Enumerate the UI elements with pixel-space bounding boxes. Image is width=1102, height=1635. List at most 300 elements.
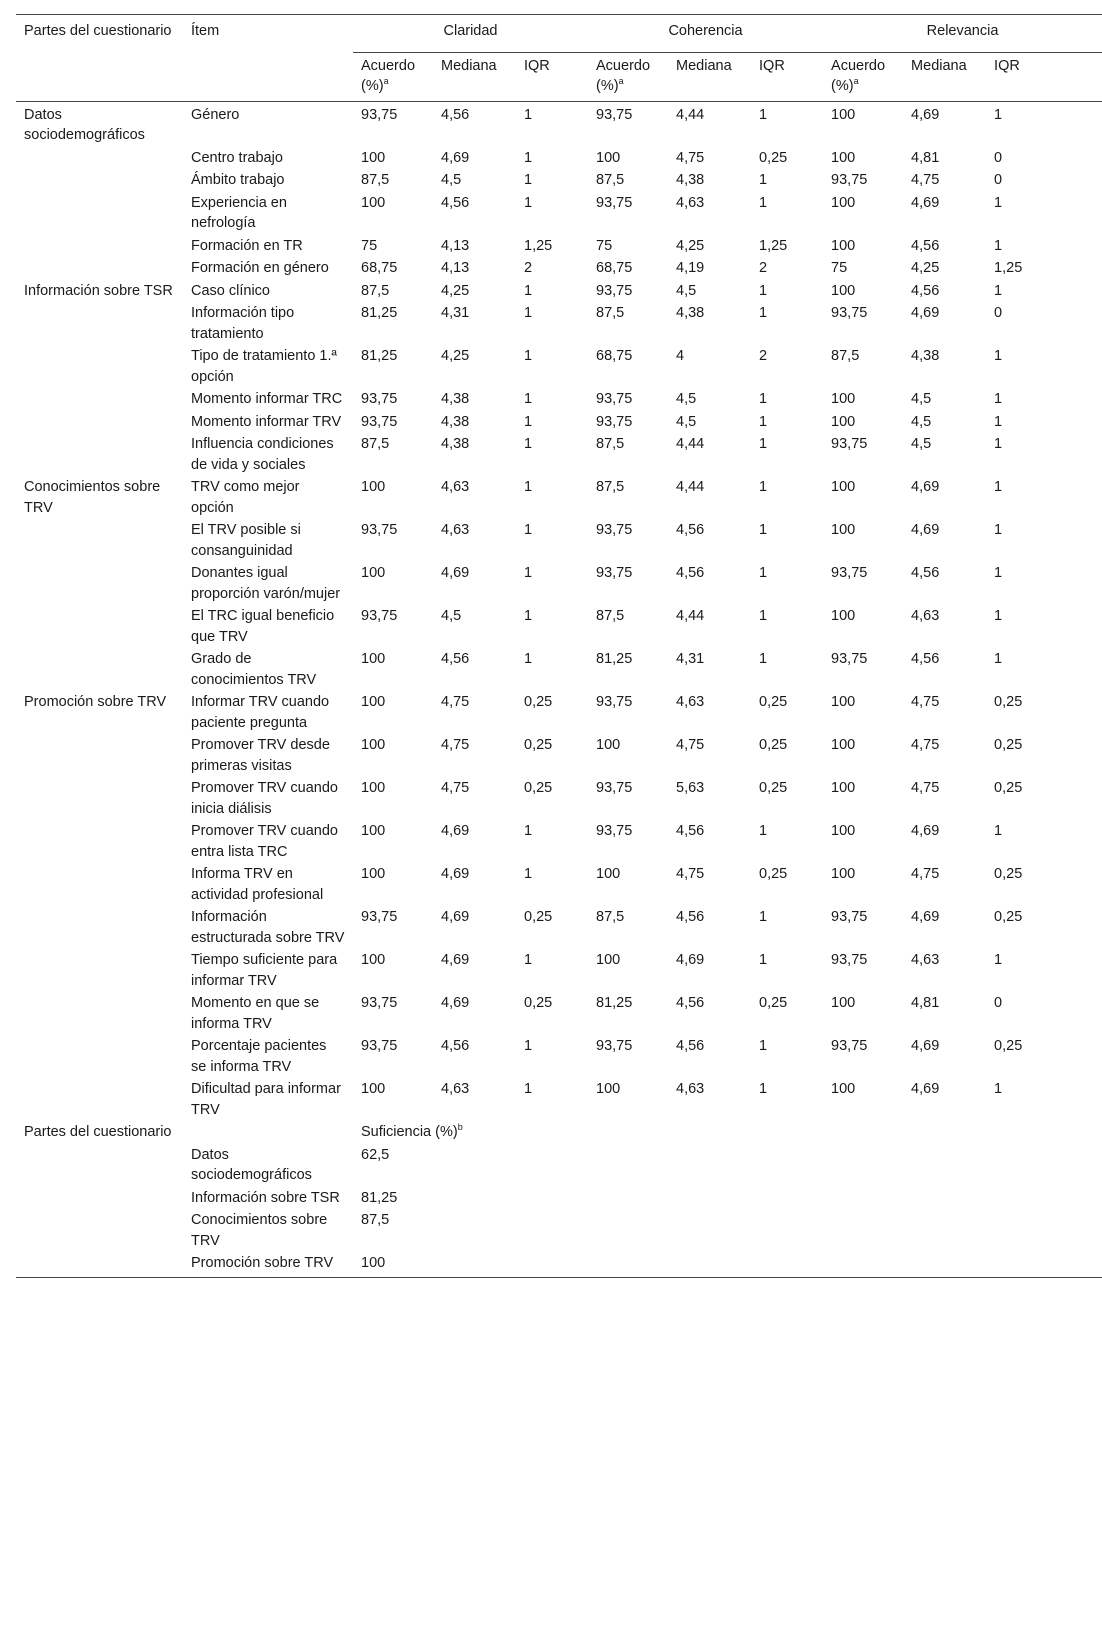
- value-cell: 0,25: [994, 1038, 1023, 1054]
- value-cell: 1: [759, 479, 768, 495]
- table-row: [16, 1078, 1102, 1121]
- value-cell: 4,75: [676, 737, 705, 753]
- sufficiency-header-row: [16, 1121, 1102, 1144]
- value-cell: 0,25: [524, 737, 553, 753]
- value-cell: 4,63: [911, 608, 940, 624]
- section-name: Información sobre TSR: [24, 282, 173, 299]
- value-cell: 2: [524, 260, 533, 276]
- value-cell: 4,75: [911, 737, 940, 753]
- validation-table-container: [16, 14, 1102, 1278]
- value-cell: 1: [994, 522, 1003, 538]
- value-cell: 1: [994, 479, 1003, 495]
- value-cell: 1: [524, 172, 533, 188]
- table-row: [16, 147, 1102, 170]
- value-cell: 1: [759, 823, 768, 839]
- header-mediana: Mediana: [433, 52, 516, 101]
- value-cell: 93,75: [596, 823, 633, 839]
- value-cell: 93,75: [361, 995, 398, 1011]
- table-row: [16, 648, 1102, 691]
- value-cell: 4,69: [441, 149, 470, 166]
- header-partes: Partes del cuestionario: [16, 15, 183, 53]
- value-cell: 100: [831, 282, 856, 299]
- section-name: Promoción sobre TRV: [24, 694, 167, 710]
- value-cell: 93,75: [596, 565, 633, 581]
- value-cell: 100: [831, 522, 856, 538]
- value-cell: 93,75: [596, 282, 633, 299]
- value-cell: 93,75: [596, 694, 633, 710]
- value-cell: 1: [759, 413, 768, 430]
- value-cell: 2: [759, 348, 768, 364]
- value-cell: 4,69: [911, 305, 940, 321]
- value-cell: 4,75: [911, 780, 940, 796]
- value-cell: 0,25: [759, 694, 788, 710]
- header-iqr: IQR: [516, 52, 588, 101]
- value-cell: 100: [361, 823, 386, 839]
- value-cell: 1: [994, 608, 1003, 624]
- value-cell: 87,5: [596, 608, 625, 624]
- value-cell: 4,63: [441, 479, 470, 495]
- value-cell: 0: [994, 305, 1003, 321]
- value-cell: 4,75: [911, 694, 940, 710]
- value-cell: 100: [361, 194, 386, 211]
- value-cell: 100: [596, 149, 621, 166]
- value-cell: 1: [524, 479, 533, 495]
- header-acuerdo: Acuerdo (%)$^a$: [823, 52, 903, 101]
- value-cell: 0,25: [759, 866, 788, 882]
- item-name: Caso clínico: [191, 282, 270, 299]
- sufficiency-value: 62,5: [361, 1146, 390, 1163]
- value-cell: 100: [361, 952, 386, 968]
- value-cell: 1: [524, 565, 533, 581]
- value-cell: 100: [831, 694, 856, 710]
- value-cell: 4,75: [441, 737, 470, 753]
- value-cell: 4,38: [911, 348, 940, 364]
- value-cell: 68,75: [596, 348, 633, 364]
- sufficiency-part: Promoción sobre TRV: [183, 1252, 353, 1277]
- sufficiency-row: [16, 1252, 1102, 1277]
- value-cell: 1,25: [759, 237, 788, 254]
- value-cell: 1: [994, 237, 1003, 254]
- value-cell: 93,75: [596, 1038, 633, 1054]
- value-cell: 4,44: [676, 608, 705, 624]
- value-cell: 4,56: [441, 1038, 470, 1054]
- item-name: Formación en género: [191, 260, 329, 276]
- value-cell: 1: [524, 282, 533, 299]
- value-cell: 81,25: [361, 305, 398, 321]
- value-cell: 0,25: [994, 694, 1023, 710]
- header-iqr: IQR: [986, 52, 1102, 101]
- value-cell: 4,75: [441, 780, 470, 796]
- sufficiency-row: [16, 1209, 1102, 1252]
- value-cell: 4,69: [441, 823, 470, 839]
- value-cell: 1: [759, 608, 768, 624]
- value-cell: 5,63: [676, 780, 705, 796]
- value-cell: 1,25: [994, 260, 1023, 276]
- value-cell: 100: [831, 237, 856, 254]
- value-cell: 1: [524, 522, 533, 538]
- value-cell: 1: [759, 952, 768, 968]
- value-cell: 93,75: [831, 909, 868, 925]
- value-cell: 100: [831, 106, 856, 123]
- value-cell: 100: [361, 737, 386, 753]
- value-cell: 87,5: [596, 436, 625, 452]
- value-cell: 4,63: [441, 522, 470, 538]
- value-cell: 4,75: [911, 866, 940, 882]
- value-cell: 4,44: [676, 106, 705, 123]
- value-cell: 4,75: [441, 694, 470, 710]
- value-cell: 4,25: [441, 282, 470, 299]
- header-relevancia: Relevancia: [823, 15, 1102, 53]
- value-cell: 93,75: [361, 522, 398, 538]
- value-cell: 4,56: [911, 651, 940, 667]
- value-cell: 4,69: [441, 995, 470, 1011]
- value-cell: 93,75: [831, 952, 868, 968]
- value-cell: 1: [759, 305, 768, 321]
- value-cell: 93,75: [361, 608, 398, 624]
- sufficiency-section: [16, 1121, 1102, 1277]
- value-cell: 1: [524, 348, 533, 364]
- value-cell: 87,5: [596, 305, 625, 321]
- value-cell: 93,75: [831, 565, 868, 581]
- value-cell: 1: [524, 866, 533, 882]
- value-cell: 4,38: [441, 413, 470, 430]
- value-cell: 1: [524, 608, 533, 624]
- sufficiency-row: [16, 1187, 1102, 1210]
- value-cell: 1: [524, 1038, 533, 1054]
- value-cell: 4,5: [441, 172, 462, 188]
- value-cell: 0,25: [759, 737, 788, 753]
- section-name: Conocimientos sobre TRV: [24, 479, 161, 516]
- table-row: [16, 476, 1102, 519]
- value-cell: 0,25: [994, 909, 1023, 925]
- value-cell: 100: [831, 194, 856, 211]
- value-cell: 4,13: [441, 237, 470, 254]
- value-cell: 1: [759, 391, 768, 407]
- value-cell: 93,75: [831, 305, 868, 321]
- value-cell: 100: [831, 780, 856, 796]
- value-cell: 4,69: [441, 565, 470, 581]
- value-cell: 100: [361, 1081, 386, 1097]
- value-cell: 1: [994, 651, 1003, 667]
- value-cell: 93,75: [831, 172, 868, 188]
- value-cell: 4,38: [676, 305, 705, 321]
- value-cell: 0,25: [524, 995, 553, 1011]
- value-cell: 1: [524, 149, 533, 166]
- sufficiency-row: [16, 1144, 1102, 1187]
- value-cell: 4,63: [676, 194, 705, 211]
- value-cell: 100: [831, 413, 856, 430]
- value-cell: 0,25: [524, 909, 553, 925]
- table-row: [16, 235, 1102, 258]
- value-cell: 1: [524, 651, 533, 667]
- sufficiency-part: Información sobre TSR: [191, 1189, 340, 1206]
- table-row: [16, 433, 1102, 476]
- value-cell: 100: [831, 149, 856, 166]
- value-cell: 1: [759, 106, 768, 123]
- value-cell: 68,75: [596, 260, 633, 276]
- table-row: [16, 345, 1102, 388]
- value-cell: 4,56: [441, 651, 470, 667]
- table-row: [16, 992, 1102, 1035]
- value-cell: 4,56: [676, 522, 705, 538]
- value-cell: 100: [596, 737, 621, 753]
- value-cell: 1: [994, 282, 1003, 299]
- value-cell: 100: [831, 995, 856, 1011]
- value-cell: 1: [759, 172, 768, 188]
- value-cell: 75: [831, 260, 848, 276]
- value-cell: 4,56: [441, 194, 470, 211]
- value-cell: 1: [759, 194, 768, 211]
- value-cell: 100: [831, 608, 856, 624]
- value-cell: 100: [361, 565, 386, 581]
- value-cell: 4,69: [911, 522, 940, 538]
- item-name: Experiencia en nefrología: [191, 194, 287, 231]
- value-cell: 75: [361, 237, 378, 254]
- value-cell: 1: [994, 348, 1003, 364]
- value-cell: 4,63: [441, 1081, 470, 1097]
- value-cell: 4,63: [676, 1081, 705, 1097]
- value-cell: 93,75: [596, 780, 633, 796]
- value-cell: 87,5: [596, 172, 625, 188]
- item-name: Momento informar TRV: [191, 413, 342, 430]
- item-name: Información tipo tratamiento: [191, 305, 295, 342]
- table-row: [16, 562, 1102, 605]
- value-cell: 100: [361, 866, 386, 882]
- table-row: [16, 1035, 1102, 1078]
- value-cell: 4,44: [676, 436, 705, 452]
- value-cell: 93,75: [596, 413, 633, 430]
- item-name: Momento en que se informa TRV: [191, 995, 320, 1032]
- value-cell: 4,25: [911, 260, 940, 276]
- header-iqr: IQR: [751, 52, 823, 101]
- table-row: [16, 302, 1102, 345]
- table-row: [16, 280, 1102, 303]
- value-cell: 1: [994, 106, 1003, 123]
- value-cell: 87,5: [361, 436, 390, 452]
- item-name: Momento informar TRC: [191, 391, 343, 407]
- value-cell: 100: [596, 952, 621, 968]
- value-cell: 87,5: [361, 172, 390, 188]
- sufficiency-part: Datos sociodemográficos: [191, 1146, 312, 1183]
- header-claridad: Claridad: [353, 15, 588, 53]
- item-name: Dificultad para informar TRV: [191, 1081, 341, 1118]
- value-cell: 4,69: [911, 106, 940, 123]
- value-cell: 4,69: [441, 866, 470, 882]
- value-cell: 1: [759, 522, 768, 538]
- value-cell: 4,38: [676, 172, 705, 188]
- header-item: Ítem: [183, 15, 353, 53]
- value-cell: 1: [994, 194, 1003, 211]
- table-row: [16, 605, 1102, 648]
- value-cell: 1: [994, 952, 1003, 968]
- value-cell: 87,5: [831, 348, 860, 364]
- value-cell: 1: [759, 1038, 768, 1054]
- value-cell: 4,56: [676, 909, 705, 925]
- table-row: [16, 411, 1102, 434]
- value-cell: 93,75: [361, 391, 398, 407]
- value-cell: 4: [676, 348, 685, 364]
- value-cell: 4,56: [911, 237, 940, 254]
- value-cell: 81,25: [596, 995, 633, 1011]
- value-cell: 93,75: [361, 106, 398, 123]
- value-cell: 4,31: [441, 305, 470, 321]
- table-row: [16, 192, 1102, 235]
- value-cell: 4,25: [676, 237, 705, 254]
- value-cell: 100: [361, 149, 386, 166]
- value-cell: 4,5: [676, 413, 697, 430]
- value-cell: 4,69: [441, 952, 470, 968]
- value-cell: 100: [831, 866, 856, 882]
- value-cell: 100: [361, 479, 386, 495]
- table-row: [16, 863, 1102, 906]
- value-cell: 1: [524, 391, 533, 407]
- sufficiency-value: 81,25: [361, 1189, 398, 1206]
- table-row: [16, 691, 1102, 734]
- table-body: [16, 101, 1102, 1121]
- value-cell: 68,75: [361, 260, 398, 276]
- table-row: [16, 388, 1102, 411]
- value-cell: 4,13: [441, 260, 470, 276]
- value-cell: 1: [994, 823, 1003, 839]
- value-cell: 93,75: [831, 436, 868, 452]
- header-row-groups: [16, 15, 1102, 53]
- value-cell: 4,69: [911, 1038, 940, 1054]
- value-cell: 4,5: [911, 413, 932, 430]
- value-cell: 0,25: [994, 866, 1023, 882]
- table-row: [16, 519, 1102, 562]
- header-acuerdo: Acuerdo (%)$^a$: [353, 52, 433, 101]
- value-cell: 1: [524, 194, 533, 211]
- value-cell: 1: [524, 436, 533, 452]
- value-cell: 0,25: [994, 737, 1023, 753]
- value-cell: 1: [759, 651, 768, 667]
- value-cell: 4,69: [911, 479, 940, 495]
- validation-table: [16, 14, 1102, 1278]
- header-acuerdo: Acuerdo (%)$^a$: [588, 52, 668, 101]
- item-name: Promover TRV cuando inicia diálisis: [191, 780, 338, 817]
- value-cell: 1: [524, 305, 533, 321]
- header-row-metrics: [16, 52, 1102, 101]
- header-mediana: Mediana: [668, 52, 751, 101]
- value-cell: 0,25: [994, 780, 1023, 796]
- value-cell: 4,56: [676, 995, 705, 1011]
- value-cell: 4,56: [676, 1038, 705, 1054]
- value-cell: 93,75: [596, 106, 633, 123]
- value-cell: 1: [994, 436, 1003, 452]
- sufficiency-header: Suficiencia (%)$^b$: [361, 1122, 463, 1140]
- value-cell: 1: [524, 1081, 533, 1097]
- table-row: [16, 101, 1102, 147]
- value-cell: 4,69: [441, 909, 470, 925]
- value-cell: 93,75: [831, 1038, 868, 1054]
- value-cell: 4,25: [441, 348, 470, 364]
- value-cell: 93,75: [361, 909, 398, 925]
- value-cell: 1: [994, 1081, 1003, 1097]
- value-cell: 93,75: [361, 413, 398, 430]
- value-cell: 4,5: [441, 608, 462, 624]
- value-cell: 4,56: [911, 565, 940, 581]
- table-row: [16, 257, 1102, 280]
- value-cell: 4,63: [911, 952, 940, 968]
- item-name: TRV como mejor opción: [191, 479, 300, 516]
- item-name: El TRV posible si consanguinidad: [191, 522, 301, 559]
- value-cell: 1: [759, 565, 768, 581]
- value-cell: 1,25: [524, 237, 553, 254]
- value-cell: 0: [994, 172, 1003, 188]
- value-cell: 4,63: [676, 694, 705, 710]
- item-name: Ámbito trabajo: [191, 172, 285, 188]
- item-name: Tiempo suficiente para informar TRV: [191, 952, 338, 989]
- value-cell: 4,69: [911, 909, 940, 925]
- value-cell: 4,75: [676, 866, 705, 882]
- value-cell: 4,5: [676, 391, 697, 407]
- value-cell: 100: [831, 479, 856, 495]
- value-cell: 1: [524, 952, 533, 968]
- value-cell: 4,56: [676, 823, 705, 839]
- value-cell: 75: [596, 237, 613, 254]
- value-cell: 1: [994, 413, 1003, 430]
- item-name: El TRC igual beneficio que TRV: [191, 608, 335, 645]
- item-name: Promover TRV cuando entra lista TRC: [191, 823, 338, 860]
- value-cell: 1: [759, 282, 768, 299]
- value-cell: 1: [759, 436, 768, 452]
- table-row: [16, 734, 1102, 777]
- value-cell: 4,69: [911, 1081, 940, 1097]
- value-cell: 4,38: [441, 436, 470, 452]
- item-name: Centro trabajo: [191, 149, 283, 166]
- item-name: Tipo de tratamiento 1.ª opción: [191, 348, 337, 385]
- value-cell: 4,56: [441, 106, 470, 123]
- value-cell: 4,75: [911, 172, 940, 188]
- sufficiency-value: 87,5: [361, 1212, 390, 1228]
- value-cell: 93,75: [596, 194, 633, 211]
- value-cell: 4,81: [911, 995, 940, 1011]
- item-name: Porcentaje pacientes se informa TRV: [191, 1038, 327, 1075]
- item-name: Información estructurada sobre TRV: [191, 909, 345, 946]
- item-name: Grado de conocimientos TRV: [191, 651, 317, 688]
- value-cell: 0,25: [759, 995, 788, 1011]
- value-cell: 81,25: [361, 348, 398, 364]
- header-mediana: Mediana: [903, 52, 986, 101]
- value-cell: 87,5: [596, 479, 625, 495]
- item-name: Promover TRV desde primeras visitas: [191, 737, 330, 774]
- item-name: Informar TRV cuando paciente pregunta: [191, 694, 330, 731]
- value-cell: 100: [596, 1081, 621, 1097]
- value-cell: 4,75: [676, 149, 705, 166]
- value-cell: 4,81: [911, 149, 940, 166]
- table-row: [16, 820, 1102, 863]
- value-cell: 0,25: [759, 149, 788, 166]
- sufficiency-part: Conocimientos sobre TRV: [191, 1212, 328, 1249]
- value-cell: 87,5: [596, 909, 625, 925]
- value-cell: 1: [524, 823, 533, 839]
- value-cell: 0: [994, 995, 1003, 1011]
- value-cell: 81,25: [596, 651, 633, 667]
- value-cell: 93,75: [361, 1038, 398, 1054]
- value-cell: 87,5: [361, 282, 390, 299]
- value-cell: 1: [994, 391, 1003, 407]
- sufficiency-label: Partes del cuestionario: [24, 1124, 172, 1140]
- value-cell: 100: [831, 823, 856, 839]
- value-cell: 4,56: [911, 282, 940, 299]
- value-cell: 4,44: [676, 479, 705, 495]
- value-cell: 1: [994, 565, 1003, 581]
- value-cell: 0,25: [524, 694, 553, 710]
- value-cell: 4,69: [911, 823, 940, 839]
- value-cell: 4,69: [911, 194, 940, 211]
- value-cell: 100: [831, 737, 856, 753]
- value-cell: 100: [361, 651, 386, 667]
